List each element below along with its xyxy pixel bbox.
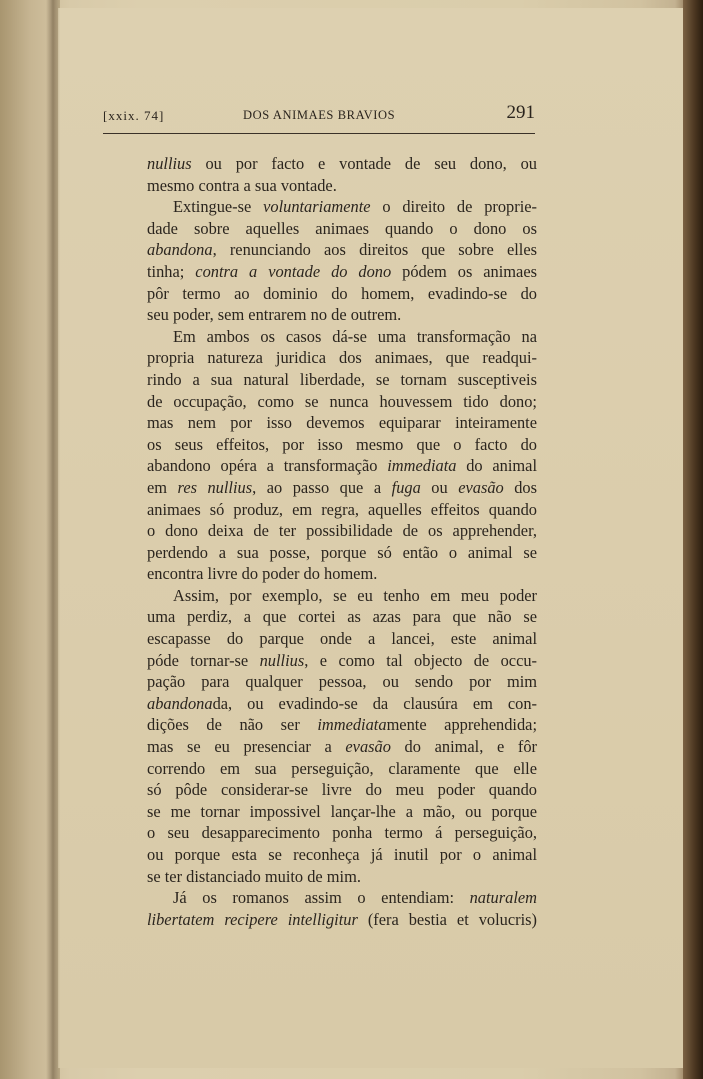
text-line: seu poder, sem entrarem no de outrem. [147,305,402,325]
text-line: tinha; contra a vontade do dono pódem os animaes [147,261,537,281]
text-line: o seu desapparecimento ponha termo á perseguição, [147,823,537,843]
text-line: libertatem recipere intelligitur (fera bestia et volucris) [147,909,538,929]
text-line: abandono opéra a transformação immediata do animal [147,456,537,476]
text-line: em res nullius, ao passo que a fuga ou evasão dos [147,477,538,497]
text-line: dições de não ser immediatamente apprehendida; [147,715,538,735]
page-stack-edge [683,0,703,1079]
italic-phrase: contra a vontade do dono [195,261,392,281]
italic-phrase: libertatem recipere intelligitur [147,909,358,929]
text-line: mas nem por isso devemos equiparar inteiramente [147,413,537,433]
text-line: o dono deixa de ter possibilidade de os apprehender, [147,521,537,541]
italic-phrase: nullius [259,650,305,670]
text-line: de occupação, como se nunca houvessem tido dono; [147,391,537,411]
italic-phrase: res nullius [177,477,253,497]
italic-phrase: voluntariamente [263,197,371,217]
text-line: mas se eu presenciar a evasão do animal, e fôr [147,737,537,757]
italic-phrase: evasão [345,737,391,757]
text-line: se me tornar impossivel lançar-lhe a mão, ou porque [147,801,537,821]
header-rule [103,133,535,134]
text-line: rindo a sua natural liberdade, se tornam susceptiveis [147,369,537,389]
text-line: dade sobre aquelles animaes quando o dono os [147,218,537,238]
text-line: se ter distanciado muito de mim. [147,866,361,886]
text-line: propria natureza juridica dos animaes, que readqui- [147,348,537,368]
text-line: escapasse do parque onde a lancei, este animal [147,629,537,649]
text-line: correndo em sua perseguição, claramente que elle [147,758,537,778]
running-header [103,98,535,138]
text-line: pôr termo ao dominio do homem, evadindo-se do [147,283,537,303]
italic-phrase: immediata [317,715,387,735]
text-line: Extingue-se voluntariamente o direito de proprie- [173,197,537,217]
text-line: nullius ou por facto e vontade de seu dono, ou [147,154,537,173]
italic-phrase: fuga [391,477,421,497]
text-line: só pôde considerar-se livre do meu poder quando [147,780,537,800]
text-line: Assim, por exemplo, se eu tenho em meu poder [173,585,537,605]
italic-phrase: evasão [458,477,504,497]
italic-phrase: nullius [147,154,192,173]
text-line: uma perdiz, a que cortei as azas para que não se [147,607,537,627]
italic-phrase: abandona [147,240,213,260]
text-line: mesmo contra a sua vontade. [147,175,337,195]
text-line: abandonada, ou evadindo-se da clausúra em con- [147,693,537,713]
text-line: Já os romanos assim o entendiam: naturalem [173,888,537,908]
text-line: ou porque esta se reconheça já inutil por o animal [147,845,537,864]
text-line: encontra livre do poder do homem. [147,564,378,584]
text-line: póde tornar-se nullius, e como tal objecto de occu- [147,650,537,670]
italic-phrase: immediata [387,456,457,476]
text-line: os seus effeitos, por isso mesmo que o facto do [147,434,537,454]
page-number: 291 [506,102,535,123]
text-line: abandona, renunciando aos direitos que sobre elles [147,240,537,260]
text-line: Em ambos os casos dá-se uma transformação na [173,326,537,346]
body-text [147,153,537,930]
text-line: animaes só produz, em regra, aquelles effeitos quando [147,499,537,519]
text-line: perdendo a sua posse, porque só então o animal se [147,542,537,562]
text-line: pação para qualquer pessoa, ou sendo por mim [147,672,537,692]
italic-phrase: naturalem [469,888,537,908]
section-reference: [xxix. 74] [103,108,165,123]
running-title: DOS ANIMAES BRAVIOS [243,108,396,122]
book-gutter [46,0,60,1079]
italic-phrase: abandona [147,693,213,713]
